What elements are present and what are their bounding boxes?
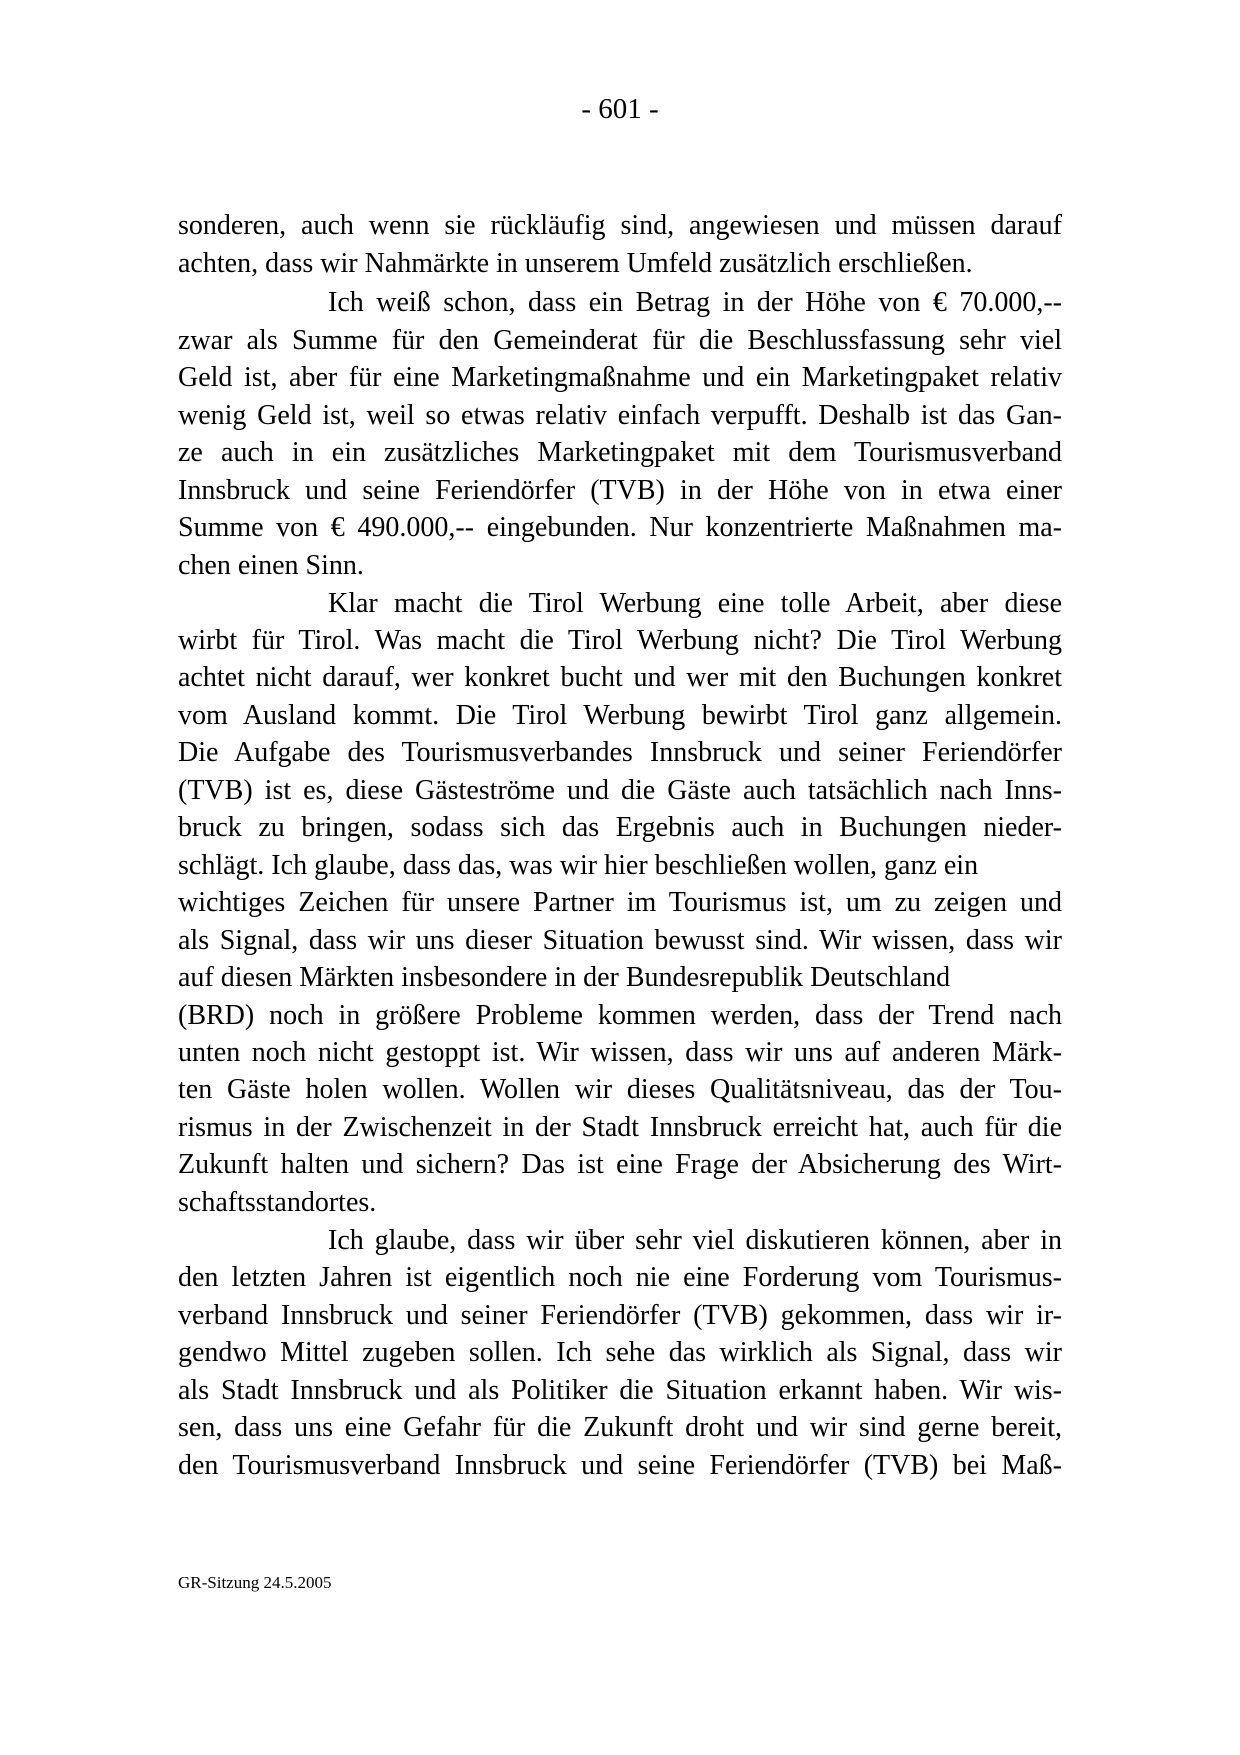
text-line: wichtiges Zeichen für unsere Partner im Tourismus ist, um zu zeigen und <box>178 887 1062 918</box>
footer: GR-Sitzung 24.5.2005 <box>178 1573 332 1592</box>
text-line: Summe von € 490.000,-- eingebunden. Nur konzentrierte Maßnahmen ma- <box>178 512 1062 543</box>
text-line: Klar macht die Tirol Werbung eine tolle Arbeit, aber diese <box>328 588 1062 619</box>
text-line: Ich glaube, dass wir über sehr viel diskutieren können, aber in <box>328 1225 1062 1256</box>
text-line: (BRD) noch in größere Probleme kommen werden, dass der Trend nach <box>178 1000 1062 1031</box>
text-line: Innsbruck und seine Feriendörfer (TVB) in der Höhe von in etwa einer <box>178 475 1062 506</box>
text-line: als Signal, dass wir uns dieser Situation bewusst sind. Wir wissen, dass wir <box>178 925 1062 956</box>
text-line: als Stadt Innsbruck und als Politiker die Situation erkannt haben. Wir wis- <box>178 1375 1062 1406</box>
text-line: Die Aufgabe des Tourismusverbandes Innsbruck und seiner Feriendörfer <box>178 737 1062 768</box>
text-line: sen, dass uns eine Gefahr für die Zukunft droht und wir sind gerne bereit, <box>178 1412 1062 1443</box>
text-line: zwar als Summe für den Gemeinderat für die Beschlussfassung sehr viel <box>178 325 1062 356</box>
text-line: wenig Geld ist, weil so etwas relativ einfach verpufft. Deshalb ist das Gan- <box>178 400 1062 431</box>
text-line: schaftsstandortes. <box>178 1187 377 1218</box>
text-line: den letzten Jahren ist eigentlich noch nie eine Forderung vom Tourismus- <box>178 1262 1062 1293</box>
text-line: Geld ist, aber für eine Marketingmaßnahme und ein Marketingpaket relativ <box>178 362 1062 393</box>
text-line: achten, dass wir Nahmärkte in unserem Umfeld zusätzlich erschließen. <box>178 248 973 279</box>
text-line: Ich weiß schon, dass ein Betrag in der Höhe von € 70.000,-- <box>328 287 1062 318</box>
text-line: auf diesen Märkten insbesondere in der Bundesrepublik Deutschland <box>178 962 951 993</box>
text-line: ten Gäste holen wollen. Wollen wir dieses Qualitätsniveau, das der Tou- <box>178 1074 1062 1105</box>
text-line: bruck zu bringen, sodass sich das Ergebnis auch in Buchungen nieder- <box>178 812 1062 843</box>
text-line: chen einen Sinn. <box>178 550 364 581</box>
text-line: ze auch in ein zusätzliches Marketingpaket mit dem Tourismusverband <box>178 437 1062 468</box>
text-line: achtet nicht darauf, wer konkret bucht und wer mit den Buchungen konkret <box>178 662 1062 693</box>
text-line: gendwo Mittel zugeben sollen. Ich sehe das wirklich als Signal, dass wir <box>178 1337 1062 1368</box>
text-line: rismus in der Zwischenzeit in der Stadt Innsbruck erreicht hat, auch für die <box>178 1112 1062 1143</box>
text-line: unten noch nicht gestoppt ist. Wir wissen, dass wir uns auf anderen Märk- <box>178 1037 1062 1068</box>
text-line: vom Ausland kommt. Die Tirol Werbung bewirbt Tirol ganz allgemein. <box>178 700 1062 731</box>
text-line: (TVB) ist es, diese Gästeströme und die Gäste auch tatsächlich nach Inns- <box>178 775 1062 806</box>
page-number: - 601 - <box>581 93 659 125</box>
text-line: schlägt. Ich glaube, dass das, was wir hier beschließen wollen, ganz ein <box>178 850 979 881</box>
text-line: den Tourismusverband Innsbruck und seine Feriendörfer (TVB) bei Maß- <box>178 1450 1062 1481</box>
text-line: sonderen, auch wenn sie rückläufig sind, angewiesen und müssen darauf <box>178 210 1062 241</box>
text-line: wirbt für Tirol. Was macht die Tirol Werbung nicht? Die Tirol Werbung <box>178 625 1062 656</box>
text-line: Zukunft halten und sichern? Das ist eine Frage der Absicherung des Wirt- <box>178 1149 1062 1180</box>
text-line: verband Innsbruck und seiner Feriendörfer (TVB) gekommen, dass wir ir- <box>178 1300 1062 1331</box>
